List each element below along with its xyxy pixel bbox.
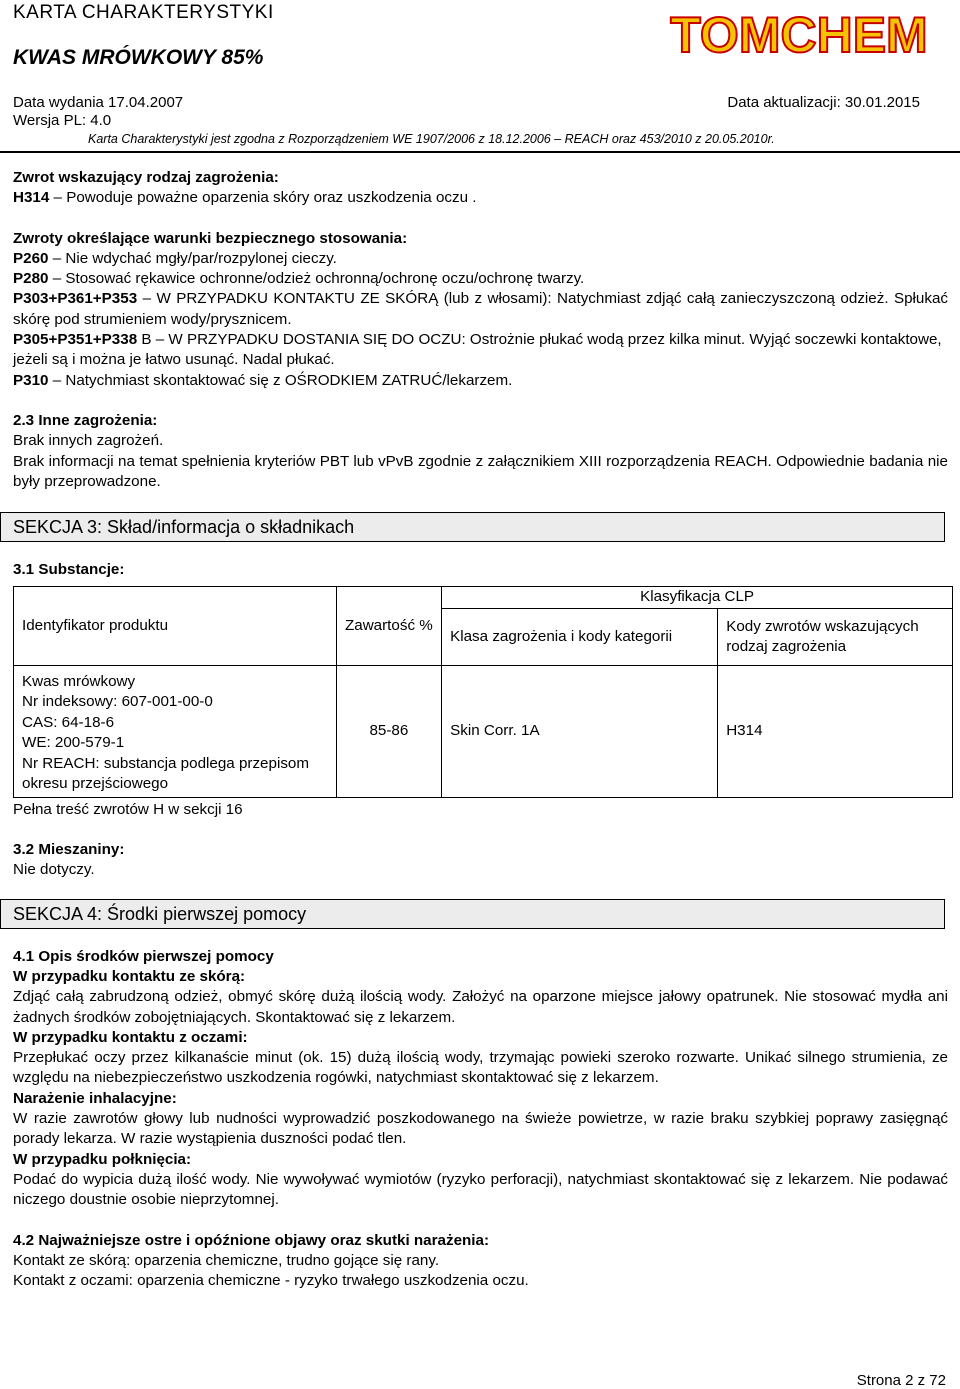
product-id-cell [14,665,337,797]
section4-heading: SEKCJA 4: Środki pierwszej pomocy [0,899,945,929]
first-aid-title: 4.1 Opis środków pierwszej pomocy [13,947,274,965]
inhalation-text: W razie zawrotów głowy lub nudności wyprowadzić poszkodowanego na świeże powietrze, w razie braku szybkiej poprawy zasięgnąć porady lekarza. W razie wystąpienia duszności podać tlen. [13,1110,948,1148]
p260-statement: P260 – Nie wdychać mgły/par/rozpylonej cieczy. [13,249,337,267]
hazard-title: Zwrot wskazujący rodzaj zagrożenia: [13,169,279,186]
p303-statement: P303+P361+P353 – W PRZYPADKU KONTAKTU ZE SKÓRĄ (lub z włosami): Natychmiast zdjąć całą zanieczyszczoną odzież. Spłukać skórę pod strumieniem wody/prysznicem. [13,290,948,328]
substances-title: 3.1 Substancje: [13,561,125,579]
update-date: Data aktualizacji: 30.01.2015 [727,94,920,111]
h314-statement: H314 – Powoduje poważne oparzenia skóry oraz uszkodzenia oczu . [13,189,477,207]
hazard-class-value: Skin Corr. 1A [442,665,718,797]
header-divider [0,151,960,153]
cas-number: CAS: 64-18-6 [22,713,115,731]
skin-contact-text: Zdjąć całą zabrudzoną odzież, obmyć skórę dużą ilością wody. Założyć na oparzone miejsce jałowy opatrunek. Nie stosować mydła ani żadnych środków zobojętniających. Skontaktować się z lekarzem. [13,988,948,1026]
p310-statement: P310 – Natychmiast skontaktować się z OŚRODKIEM ZATRUĆ/lekarzem. [13,371,513,389]
other-hazards-line1: Brak innych zagrożeń. [13,432,164,450]
compliance-note: Karta Charakterystyki jest zgodna z Rozporządzeniem WE 1907/2006 z 18.12.2006 – REACH oraz 453/2010 z 20.05.2010r. [88,132,775,146]
composition-table [13,586,953,797]
table-note: Pełna treść zwrotów H w sekcji 16 [13,800,243,818]
svg-text:TOMCHEM: TOMCHEM [670,7,928,63]
mixtures-text: Nie dotyczy. [13,861,95,879]
product-name: KWAS MRÓWKOWY 85% [13,46,264,69]
index-number: Nr indeksowy: 607-001-00-0 [22,693,213,711]
p305-statement: P305+P351+P338 B – W PRZYPADKU DOSTANIA SIĘ DO OCZU: Ostrożnie płukać wodą przez kilka minut. Wyjąć soczewki kontaktowe, jeżeli są i można je łatwo usunąć. Nadal płukać. [13,331,942,369]
symptoms-skin: Kontakt ze skórą: oparzenia chemiczne, trudno gojące się rany. [13,1251,440,1269]
p280-statement: P280 – Stosować rękawice ochronne/odzież ochronną/ochronę oczu/ochronę twarzy. [13,270,585,288]
issue-date: Data wydania 17.04.2007 [13,94,184,111]
product-name-cell: Kwas mrówkowy [22,672,136,690]
document-type: KARTA CHARAKTERYSTYKI [13,2,274,23]
symptoms-title: 4.2 Najważniejsze ostre i opóźnione objawy oraz skutki narażenia: [13,1231,490,1249]
ingestion-title: W przypadku połknięcia: [13,1150,192,1168]
reach-number: Nr REACH: substancja podlega przepisom okresu przejściowego [22,754,310,793]
other-hazards-title: 2.3 Inne zagrożenia: [13,411,158,429]
company-logo [668,0,930,74]
clp-header: Klasyfikacja CLP [442,587,953,608]
content-value: 85-86 [336,665,441,797]
skin-contact-title: W przypadku kontaktu ze skórą: [13,967,246,985]
precaution-title: Zwroty określające warunki bezpiecznego stosowania: [13,229,408,247]
version: Wersja PL: 4.0 [13,112,112,129]
inhalation-title: Narażenie inhalacyjne: [13,1089,177,1107]
eye-contact-title: W przypadku kontaktu z oczami: [13,1028,248,1046]
mixtures-title: 3.2 Mieszaniny: [13,841,125,859]
col-h-header: Kody zwrotów wskazujących rodzaj zagrożenia [718,608,953,665]
h-code-value: H314 [718,665,953,797]
eye-contact-text: Przepłukać oczy przez kilkanaście minut (ok. 15) dużą ilością wody, trzymając powieki szeroko rozwarte. Unikać silnego strumienia, ze względu na niebezpieczeństwo uszkodzenia rogówki, natychmiast skontaktować się z lekarzem. [13,1049,948,1087]
section3-heading: SEKCJA 3: Skład/informacja o składnikach [0,512,945,542]
col-id-header: Identyfikator produktu [14,587,337,665]
we-number: WE: 200-579-1 [22,734,125,752]
page-number: Strona 2 z 72 [856,1372,946,1389]
symptoms-eyes: Kontakt z oczami: oparzenia chemiczne - ryzyko trwałego uszkodzenia oczu. [13,1272,529,1290]
ingestion-text: Podać do wypicia dużą ilość wody. Nie wywoływać wymiotów (ryzyko perforacji), natychmiast skontaktować się z lekarzem. Nie podawać niczego doustnie osobie nieprzytomnej. [13,1170,948,1209]
col-class-header: Klasa zagrożenia i kody kategorii [442,608,718,665]
other-hazards-line2: Brak informacji na temat spełnienia kryteriów PBT lub vPvB zgodnie z załącznikiem XIII rozporządzenia REACH. Odpowiednie badania nie były przeprowadzone. [13,452,948,490]
document-body [13,168,948,1291]
col-content-header: Zawartość % [336,587,441,665]
